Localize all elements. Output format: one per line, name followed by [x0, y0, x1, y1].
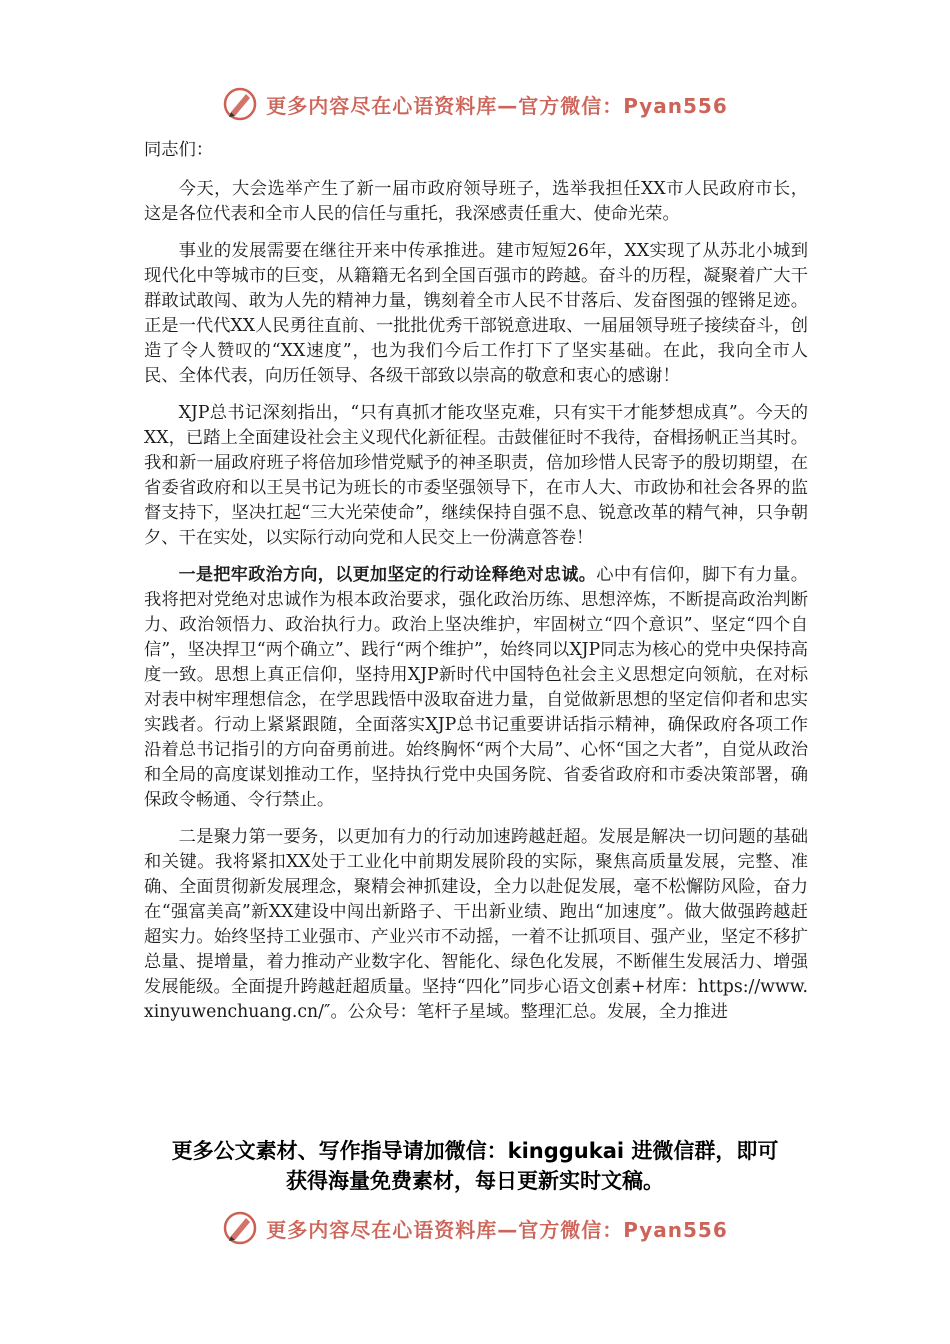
header-brand — [0, 84, 950, 124]
promo-line-1: 更多公文素材、写作指导请加微信：kinggukai 进微信群，即可 — [171, 1139, 779, 1163]
footer-brand — [0, 1208, 950, 1248]
paragraph-point-one — [144, 563, 808, 813]
footer-brand-text: 更多内容尽在心语资料库—官方微信：Pyan556 — [266, 1217, 728, 1242]
promo-banner — [100, 1136, 850, 1196]
paragraph: 事业的发展需要在继往开来中传承推进。建市短短26年，XX实现了从苏北小城到现代化中等城市的巨变，从籍籍无名到全国百强市的跨越。奋斗的历程，凝聚着广大干群敢试敢闯、敢为人先的精神力量，镌刻着全市人民不甘落后、发奋图强的铿锵足迹。正是一代代XX人民勇往直前、一批批优秀干部锐意进取、一届届领导班子接续奋斗，创造了令人赞叹的“XX速度”，也为我们今后工作打下了坚实基础。在此，我向全市人民、全体代表，向历任领导、各级干部致以崇高的敬意和衷心的感谢！ — [144, 241, 809, 386]
paragraph: 今天，大会选举产生了新一届市政府领导班子，选举我担任XX市人民政府市长，这是各位代表和全市人民的信任与重托，我深感责任重大、使命光荣。 — [144, 179, 808, 224]
salutation: 同志们： — [144, 140, 214, 160]
point-one-heading: 一是把牢政治方向，以更加坚定的行动诠释绝对忠诚。 — [178, 565, 597, 585]
point-one-text: 心中有信仰，脚下有力量。我将把对党绝对忠诚作为根本政治要求，强化政治历练、思想淬炼，不断提高政治判断力、政治领悟力、政治执行力。政治上坚决维护，牢固树立“四个意识”、坚定“四个自信”，坚决捍卫“两个确立”、践行“两个维护”，始终同以XJP同志为核心的党中央保持高度一致。思想上真正信仰，坚持用XJP新时代中国特色社会主义思想定向领航，在对标对表中树牢理想信念，在学思践悟中汲取奋进力量，自觉做新思想的坚定信仰者和忠实实践者。行动上紧紧跟随，全面落实XJP总书记重要讲话指示精神，确保政府各项工作沿着总书记指引的方向奋勇前进。始终胸怀“两个大局”、心怀“国之大者”，自觉从政治和全局的高度谋划推动工作，坚持执行党中央国务院、省委省政府和市委决策部署，确保政令畅通、令行禁止。 — [144, 565, 808, 810]
document-body — [144, 138, 808, 1025]
paragraph-point-two — [144, 825, 808, 1025]
source-url: https://www.xinyuwenchuang.cn/ — [144, 977, 808, 1022]
pen-logo-icon — [222, 1210, 258, 1246]
paragraph: XJP总书记深刻指出，“只有真抓才能攻坚克难，只有实干才能梦想成真”。今天的XX，已踏上全面建设社会主义现代化新征程。击鼓催征时不我待，奋楫扬帆正当其时。我和新一届政府班子将倍加珍惜党赋予的神圣职责，倍加珍惜人民寄予的殷切期望，在省委省政府和以王昊书记为班长的市委坚强领导下，在市人大、市政协和社会各界的监督支持下，坚决扛起“三大光荣使命”，继续保持自强不息、锐意改革的精气神，只争朝夕、干在实处，以实际行动向党和人民交上一份满意答卷！ — [144, 403, 809, 548]
promo-line-2: 获得海量免费素材，每日更新实时文稿。 — [286, 1169, 664, 1193]
header-brand-text: 更多内容尽在心语资料库—官方微信：Pyan556 — [266, 93, 728, 118]
point-two-text: 二是聚力第一要务，以更加有力的行动加速跨越赶超。发展是解决一切问题的基础和关键。我将紧扣XX处于工业化中前期发展阶段的实际，聚焦高质量发展，完整、准确、全面贯彻新发展理念，聚精会神抓建设，全力以赴促发展，毫不松懈防风险，奋力在“强富美高”新XX建设中闯出新路子、干出新业绩、跑出“加速度”。做大做强跨越赶超实力。始终坚持工业强市、产业兴市不动摇，一着不让抓项目、强产业，坚定不移扩总量、提增量，着力推动产业数字化、智能化、绿色化发展，不断催生发展活力、增强发展能级。全面提升跨越赶超质量。坚持“四化”同步心语文创素+材库： — [144, 827, 808, 997]
point-two-tail: ″。公众号：笔杆子星域。整理汇总。发展，全力推进 — [324, 1002, 728, 1022]
pen-logo-icon — [222, 86, 258, 122]
